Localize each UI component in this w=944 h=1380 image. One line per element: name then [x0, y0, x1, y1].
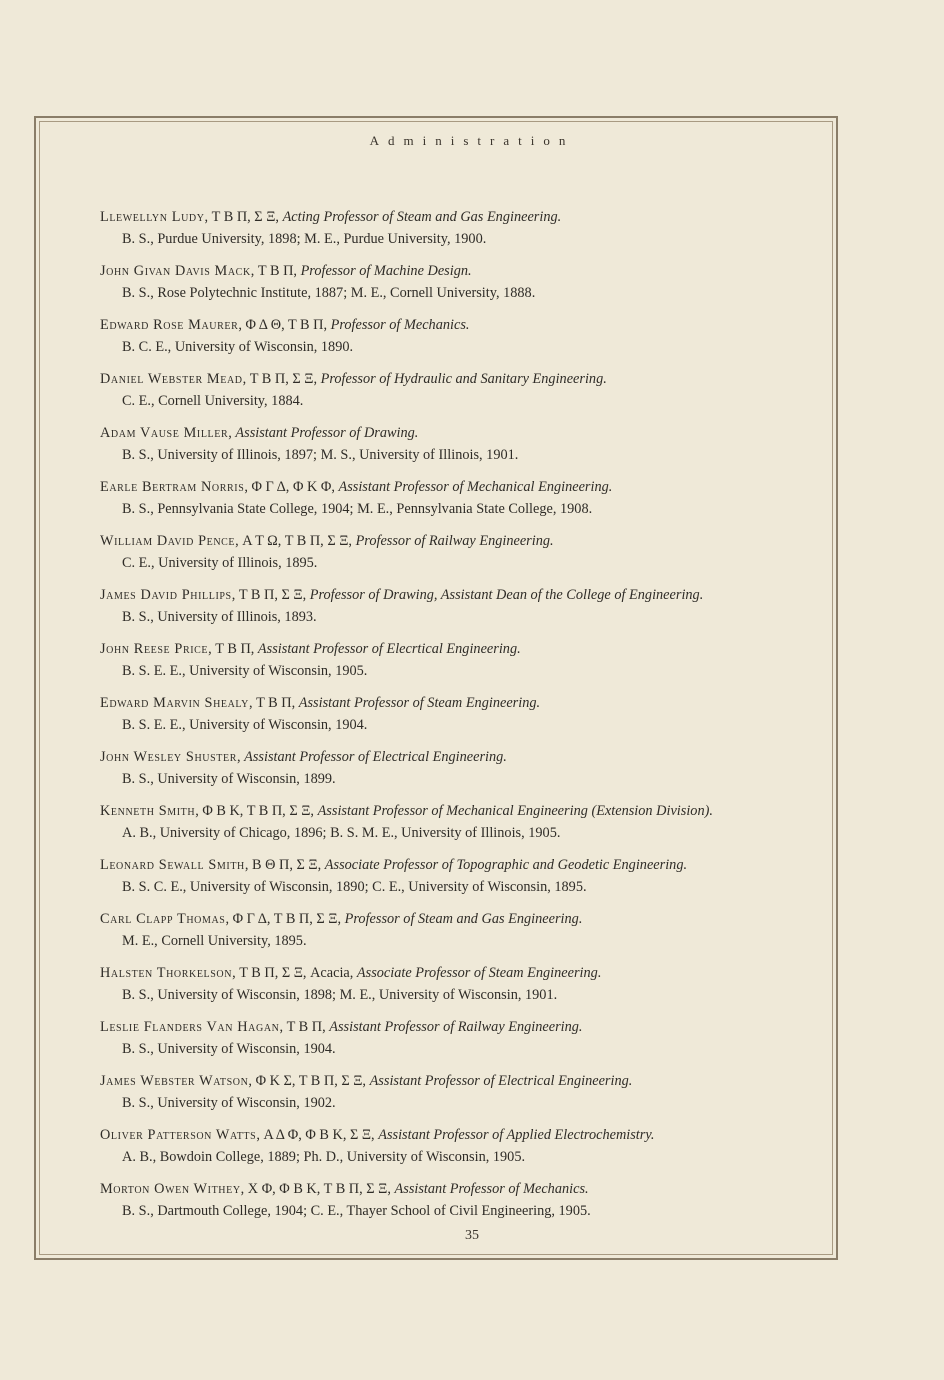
- faculty-title: Assistant Professor of Drawing.: [235, 425, 419, 441]
- faculty-title: Professor of Mechanics.: [330, 317, 470, 333]
- faculty-name: John Wesley Shuster: [100, 749, 237, 765]
- faculty-name: Morton Owen Withey: [100, 1181, 241, 1197]
- faculty-title: Assistant Professor of Electrical Engineering.: [244, 749, 507, 765]
- faculty-title: Assistant Professor of Steam Engineering.: [298, 695, 541, 711]
- faculty-name: James David Phillips: [100, 587, 232, 603]
- faculty-name: Daniel Webster Mead: [100, 371, 243, 387]
- faculty-name: John Reese Price: [100, 641, 209, 657]
- faculty-affiliations: , Τ Β Π,: [279, 1019, 330, 1035]
- faculty-title: Assistant Professor of Electrical Engineering.: [369, 1073, 633, 1089]
- faculty-degrees: A. B., University of Chicago, 1896; B. S. M. E., University of Illinois, 1905.: [122, 825, 561, 841]
- faculty-title: Assistant Professor of Railway Engineering.: [329, 1019, 583, 1035]
- faculty-entry: [100, 1124, 780, 1168]
- faculty-name: Edward Marvin Shealy: [100, 695, 249, 711]
- faculty-degrees: B. S., University of Wisconsin, 1898; M. E., University of Wisconsin, 1901.: [122, 987, 558, 1003]
- faculty-name: Llewellyn Ludy: [100, 209, 205, 225]
- faculty-affiliations: , Φ Γ Δ, Τ Β Π, Σ Ξ,: [225, 911, 345, 927]
- faculty-affiliations: , Φ Δ Θ, Τ Β Π,: [238, 317, 331, 333]
- faculty-affiliations: , Χ Φ, Φ Β Κ, Τ Β Π, Σ Ξ,: [240, 1181, 395, 1197]
- faculty-degrees: B. S., University of Illinois, 1893.: [122, 609, 317, 625]
- faculty-entry: [100, 422, 780, 466]
- faculty-entry: [100, 746, 780, 790]
- faculty-degrees: B. S., Purdue University, 1898; M. E., Purdue University, 1900.: [122, 231, 487, 247]
- faculty-affiliations: , Τ Β Π,: [248, 695, 299, 711]
- faculty-name: Carl Clapp Thomas: [100, 911, 226, 927]
- faculty-entry: [100, 962, 780, 1006]
- faculty-title: Acting Professor of Steam and Gas Engineering.: [282, 209, 562, 225]
- faculty-affiliations: , Τ Β Π, Σ Ξ,: [242, 371, 321, 387]
- faculty-affiliations: ,: [236, 749, 245, 765]
- faculty-entry: [100, 368, 780, 412]
- faculty-entry: [100, 206, 780, 250]
- running-head: Administration: [369, 133, 575, 148]
- faculty-degrees: B. S., University of Wisconsin, 1904.: [122, 1041, 336, 1057]
- faculty-name: Earle Bertram Norris: [100, 479, 245, 495]
- faculty-affiliations: , Τ Β Π, Σ Ξ, Acacia,: [232, 965, 357, 981]
- faculty-title: Professor of Drawing, Assistant Dean of the College of Engineering.: [309, 587, 704, 603]
- faculty-degrees: B. S., University of Wisconsin, 1899.: [122, 771, 336, 787]
- faculty-title: Professor of Railway Engineering.: [355, 533, 554, 549]
- faculty-affiliations: , Τ Β Π, Σ Ξ,: [231, 587, 310, 603]
- faculty-entry: [100, 584, 780, 628]
- faculty-affiliations: ,: [228, 425, 236, 441]
- faculty-degrees: B. S., University of Illinois, 1897; M. S., University of Illinois, 1901.: [122, 447, 519, 463]
- faculty-entry: [100, 908, 780, 952]
- faculty-entry: [100, 476, 780, 520]
- faculty-entry: [100, 800, 780, 844]
- faculty-title: Assistant Professor of Mechanics.: [394, 1181, 589, 1197]
- faculty-entry: [100, 638, 780, 682]
- faculty-title: Associate Professor of Topographic and Geodetic Engineering.: [324, 857, 688, 873]
- faculty-title: Assistant Professor of Mechanical Engineering (Extension Division).: [317, 803, 713, 819]
- faculty-name: Leonard Sewall Smith: [100, 857, 245, 873]
- faculty-affiliations: , Α Τ Ω, Τ Β Π, Σ Ξ,: [235, 533, 356, 549]
- faculty-affiliations: , Φ Γ Δ, Φ Κ Φ,: [244, 479, 339, 495]
- faculty-name: Halsten Thorkelson: [100, 965, 233, 981]
- faculty-degrees: B. C. E., University of Wisconsin, 1890.: [122, 339, 354, 355]
- faculty-name: Leslie Flanders Van Hagan: [100, 1019, 280, 1035]
- faculty-degrees: B. S. E. E., University of Wisconsin, 1904.: [122, 717, 368, 733]
- faculty-entry: [100, 1178, 780, 1222]
- faculty-title: Assistant Professor of Elecrtical Engineering.: [257, 641, 521, 657]
- faculty-name: William David Pence: [100, 533, 236, 549]
- page-number: 35: [465, 1228, 479, 1243]
- faculty-name: Edward Rose Maurer: [100, 317, 239, 333]
- faculty-entry: [100, 1070, 780, 1114]
- faculty-degrees: B. S., University of Wisconsin, 1902.: [122, 1095, 336, 1111]
- faculty-degrees: B. S. E. E., University of Wisconsin, 1905.: [122, 663, 368, 679]
- faculty-degrees: A. B., Bowdoin College, 1889; Ph. D., University of Wisconsin, 1905.: [122, 1149, 526, 1165]
- faculty-degrees: B. S., Rose Polytechnic Institute, 1887; M. E., Cornell University, 1888.: [122, 285, 536, 301]
- faculty-title: Associate Professor of Steam Engineering.: [356, 965, 602, 981]
- faculty-name: John Givan Davis Mack: [100, 263, 251, 279]
- faculty-affiliations: , Τ Β Π,: [250, 263, 301, 279]
- faculty-name: Kenneth Smith: [100, 803, 196, 819]
- faculty-degrees: C. E., University of Illinois, 1895.: [122, 555, 318, 571]
- faculty-name: Adam Vause Miller: [100, 425, 229, 441]
- faculty-list: [100, 206, 780, 1232]
- faculty-title: Professor of Hydraulic and Sanitary Engineering.: [320, 371, 607, 387]
- faculty-affiliations: , Α Δ Φ, Φ Β Κ, Σ Ξ,: [256, 1127, 379, 1143]
- faculty-title: Assistant Professor of Mechanical Engineering.: [338, 479, 613, 495]
- faculty-entry: [100, 854, 780, 898]
- faculty-name: Oliver Patterson Watts: [100, 1127, 257, 1143]
- faculty-affiliations: , Β Θ Π, Σ Ξ,: [244, 857, 325, 873]
- faculty-degrees: B. S., Pennsylvania State College, 1904; M. E., Pennsylvania State College, 1908.: [122, 501, 593, 517]
- faculty-title: Assistant Professor of Applied Electrochemistry.: [378, 1127, 655, 1143]
- faculty-degrees: B. S., Dartmouth College, 1904; C. E., Thayer School of Civil Engineering, 1905.: [122, 1203, 591, 1219]
- faculty-entry: [100, 1016, 780, 1060]
- faculty-entry: [100, 692, 780, 736]
- faculty-title: Professor of Machine Design.: [300, 263, 472, 279]
- faculty-degrees: B. S. C. E., University of Wisconsin, 1890; C. E., University of Wisconsin, 1895.: [122, 879, 587, 895]
- faculty-affiliations: , Τ Β Π,: [208, 641, 258, 657]
- faculty-entry: [100, 260, 780, 304]
- faculty-title: Professor of Steam and Gas Engineering.: [344, 911, 583, 927]
- faculty-name: James Webster Watson: [100, 1073, 249, 1089]
- faculty-affiliations: , Τ Β Π, Σ Ξ,: [204, 209, 283, 225]
- faculty-entry: [100, 314, 780, 358]
- faculty-entry: [100, 530, 780, 574]
- faculty-affiliations: , Φ Β Κ, Τ Β Π, Σ Ξ,: [195, 803, 318, 819]
- faculty-degrees: M. E., Cornell University, 1895.: [122, 933, 307, 949]
- faculty-affiliations: , Φ Κ Σ, Τ Β Π, Σ Ξ,: [248, 1073, 370, 1089]
- faculty-degrees: C. E., Cornell University, 1884.: [122, 393, 304, 409]
